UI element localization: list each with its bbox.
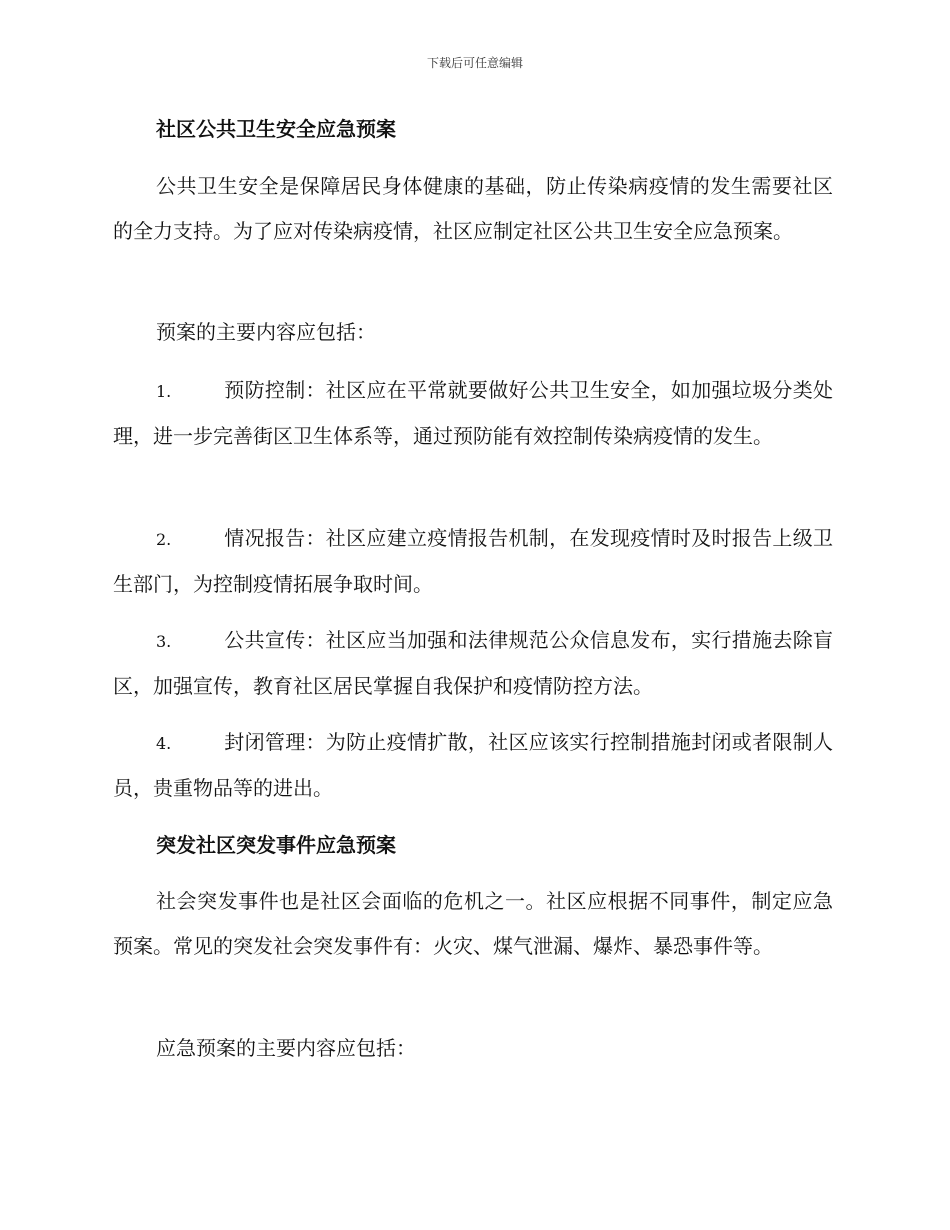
list-item [113, 368, 833, 459]
list-text: 预防控制：社区应在平常就要做好公共卫生安全，如加强垃圾分类处理，进一步完善街区卫生体系等，通过预防能有效控制传染病疫情的发生。 [113, 378, 833, 448]
section-heading: 社区公共卫生安全应急预案 [156, 117, 396, 141]
list-text: 公共宣传：社区应当加强和法律规范公众信息发布，实行措施去除盲区，加强宣传，教育社区居民掌握自我保护和疫情防控方法。 [113, 628, 833, 698]
list-number: 4. [156, 734, 172, 753]
paragraph: 社会突发事件也是社区会面临的危机之一。社区应根据不同事件，制定应急预案。常见的突发社会突发事件有：火灾、煤气泄漏、爆炸、暴恐事件等。 [113, 889, 833, 958]
list-item [113, 516, 833, 607]
paragraph: 应急预案的主要内容应包括： [156, 1036, 416, 1060]
list-item [113, 618, 833, 709]
section-heading: 突发社区突发事件应急预案 [156, 833, 396, 857]
page-header: 下载后可任意编辑 [426, 56, 523, 70]
list-text: 情况报告：社区应建立疫情报告机制，在发现疫情时及时报告上级卫生部门，为控制疫情拓展争取时间。 [113, 526, 833, 596]
paragraph: 公共卫生安全是保障居民身体健康的基础，防止传染病疫情的发生需要社区的全力支持。为了应对传染病疫情，社区应制定社区公共卫生安全应急预案。 [113, 174, 833, 243]
list-number: 1. [156, 382, 172, 401]
list-number: 2. [156, 530, 172, 549]
paragraph: 预案的主要内容应包括： [156, 320, 376, 344]
list-item [113, 720, 833, 811]
list-text: 封闭管理：为防止疫情扩散，社区应该实行控制措施封闭或者限制人员，贵重物品等的进出。 [113, 730, 833, 800]
list-number: 3. [156, 632, 172, 651]
